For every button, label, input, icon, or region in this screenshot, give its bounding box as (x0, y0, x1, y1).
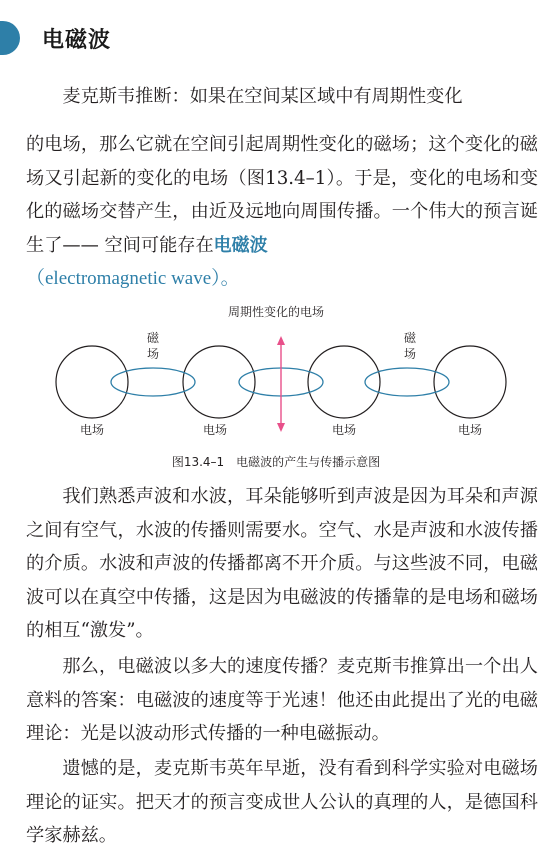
electric-label-3: 电场 (331, 423, 357, 437)
section-heading (0, 18, 111, 58)
magnetic-label-1-char-2: 场 (146, 347, 160, 361)
section-title: 电磁波 (42, 27, 112, 53)
electric-field-loop-2 (183, 346, 255, 418)
electric-field-loop-1 (56, 346, 128, 418)
arrow-head-up (277, 336, 285, 345)
paragraph-2: 我们熟悉声波和水波，耳朵能够听到声波是因为耳朵和声源之间有空气，水波的传播则需要水。空气、水是声波和水波传播的介质。水波和声波的传播都离不开介质。与这些波不同，电磁波可以在真空中传播，这是因为电磁波的传播靠的是电场和磁场的相互“激发”。 (26, 486, 538, 641)
english-term: （electromagnetic wave）。 (26, 268, 240, 289)
paragraph-1-line-1: 麦克斯韦推断：如果在空间某区域中有周期性变化 (62, 86, 463, 107)
paragraph-1-text: 的电场，那么它就在空间引起周期性变化的磁场；这个变化的磁场又引起新的变化的电场（图13.4–1）。于是，变化的电场和变化的磁场交替产生，由近及远地向周围传播。一个伟大的预言诞生了—— 空间可能存在 (26, 134, 538, 256)
paragraph-1-first-line (26, 80, 538, 114)
figure-caption: 图13.4–1 电磁波的产生与传播示意图 (171, 455, 381, 469)
figure-top-label: 周期性变化的电场 (227, 305, 325, 319)
heading-marker (0, 21, 20, 55)
electric-label-2: 电场 (202, 423, 228, 437)
paragraph-3: 那么，电磁波以多大的速度传播？麦克斯韦推算出一个出人意料的答案：电磁波的速度等于光速！他还由此提出了光的电磁理论：光是以波动形式传播的一种电磁振动。 (26, 656, 538, 744)
paragraph-1 (26, 128, 538, 296)
magnetic-label-2-char-1: 磁 (403, 331, 417, 345)
electric-field-loop-4 (434, 346, 506, 418)
electromagnetic-wave-diagram (0, 300, 552, 475)
electric-label-4: 电场 (457, 423, 483, 437)
magnetic-field-loop-1 (111, 368, 195, 396)
magnetic-label-2-char-2: 场 (403, 347, 417, 361)
electric-field-loop-3 (308, 346, 380, 418)
electric-label-1: 电场 (79, 423, 105, 437)
magnetic-field-loop-3 (365, 368, 449, 396)
arrow-head-down (277, 423, 285, 432)
paragraph-4: 遗憾的是，麦克斯韦英年早逝，没有看到科学实验对电磁场理论的证实。把天才的预言变成世人公认的真理的人，是德国科学家赫兹。 (26, 758, 538, 846)
magnetic-label-1-char-1: 磁 (146, 331, 160, 345)
term-electromagnetic-wave: 电磁波 (213, 234, 268, 256)
